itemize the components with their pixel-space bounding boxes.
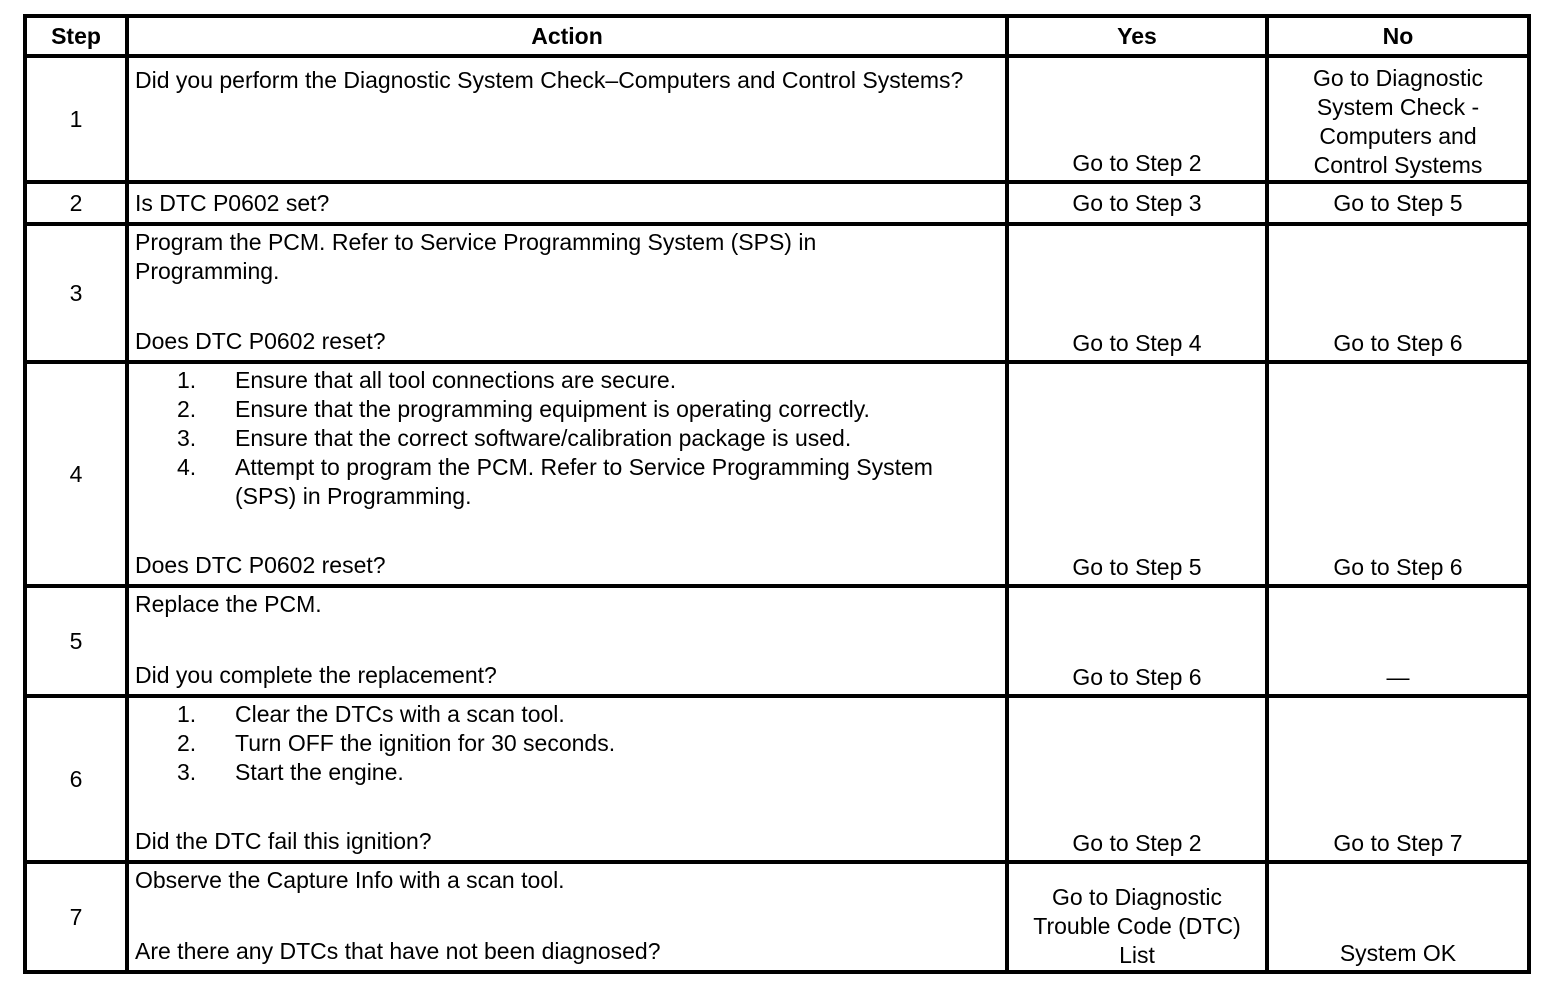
header-no: No [1267,16,1529,56]
list-item [135,395,999,424]
step-number: 6 [25,696,127,862]
step-number: 7 [25,862,127,972]
table-row [25,362,1529,586]
diagnostic-table [23,14,1531,974]
step-number: 1 [25,56,127,182]
yes-cell: Go to Step 4 [1007,224,1267,362]
action-question: Does DTC P0602 reset? [135,552,386,578]
action-cell [127,224,1007,362]
header-row [25,16,1529,56]
yes-cell: Go to Step 5 [1007,362,1267,586]
list-item [135,424,999,453]
no-cell: Go to Step 5 [1267,182,1529,224]
action-question: Are there any DTCs that have not been diagnosed? [135,938,661,964]
list-text: Ensure that the programming equipment is operating correctly. [235,396,870,422]
no-cell: Go to Step 6 [1267,362,1529,586]
action-cell [127,586,1007,696]
list-item [135,700,999,729]
action-cell [127,696,1007,862]
list-number: 1. [177,701,197,727]
yes-cell: Go to Step 2 [1007,56,1267,182]
no-cell: Go to Diagnostic System Check - Computers and Control Systems [1267,56,1529,182]
action-cell [127,182,1007,224]
list-number: 3. [177,425,197,451]
list-number: 2. [177,396,197,422]
header-step: Step [25,16,127,56]
table-row [25,586,1529,696]
list-number: 2. [177,730,197,756]
yes-cell: Go to Step 2 [1007,696,1267,862]
list-text: Attempt to program the PCM. Refer to Service Programming System (SPS) in Programming. [235,454,933,509]
list-item [135,453,999,511]
header-action: Action [127,16,1007,56]
table-row [25,224,1529,362]
header-yes: Yes [1007,16,1267,56]
table-row [25,182,1529,224]
table-row [25,696,1529,862]
list-text: Ensure that all tool connections are secure. [235,367,677,393]
list-number: 1. [177,367,197,393]
action-question: Did the DTC fail this ignition? [135,828,432,854]
step-number: 4 [25,362,127,586]
list-number: 4. [177,454,197,480]
list-item [135,366,999,395]
no-cell: Go to Step 6 [1267,224,1529,362]
action-text: Is DTC P0602 set? [135,189,330,216]
action-text: Observe the Capture Info with a scan tool. [135,867,565,893]
table-row [25,862,1529,972]
list-text: Clear the DTCs with a scan tool. [235,701,565,727]
yes-cell: Go to Step 6 [1007,586,1267,696]
list-item [135,729,999,758]
no-cell: — [1267,586,1529,696]
step-number: 5 [25,586,127,696]
action-cell [127,362,1007,586]
action-cell [127,56,1007,182]
action-list [135,700,999,787]
no-cell: Go to Step 7 [1267,696,1529,862]
step-number: 3 [25,224,127,362]
action-text: Did you perform the Diagnostic System Check–Computers and Control Systems? [135,67,964,93]
action-cell [127,862,1007,972]
list-text: Turn OFF the ignition for 30 seconds. [235,730,616,756]
list-item [135,758,999,787]
list-text: Ensure that the correct software/calibration package is used. [235,425,852,451]
action-text: Program the PCM. Refer to Service Programming System (SPS) in Programming. [135,229,817,284]
action-list [135,366,999,511]
yes-cell: Go to Diagnostic Trouble Code (DTC) List [1007,862,1267,972]
table-row [25,56,1529,182]
yes-cell: Go to Step 3 [1007,182,1267,224]
step-number: 2 [25,182,127,224]
action-question: Did you complete the replacement? [135,662,497,688]
list-text: Start the engine. [235,759,404,785]
list-number: 3. [177,759,197,785]
action-text: Replace the PCM. [135,591,322,617]
no-cell: System OK [1267,862,1529,972]
action-question: Does DTC P0602 reset? [135,328,386,354]
